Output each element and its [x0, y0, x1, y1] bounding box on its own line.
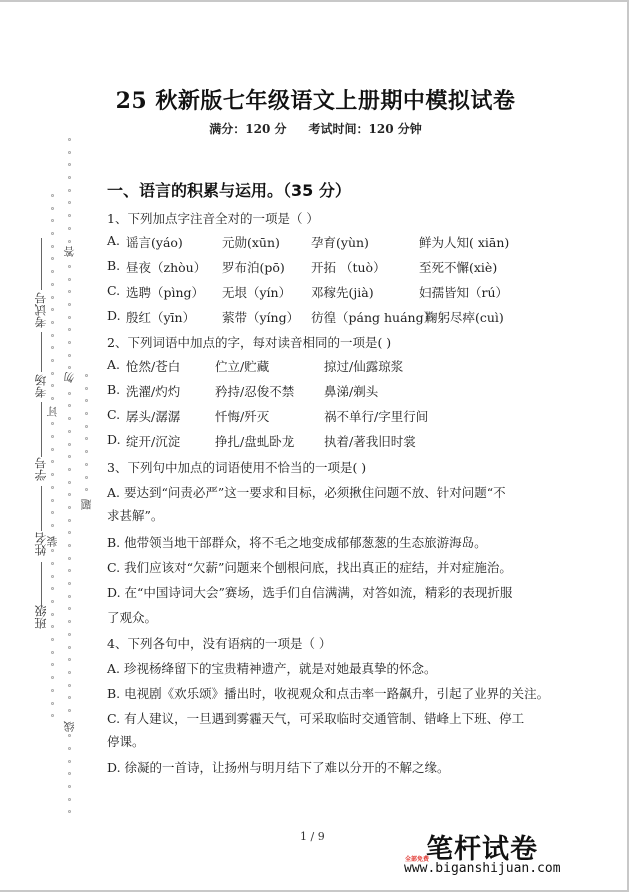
option-label: D.	[107, 308, 121, 323]
option-b: B. 电视剧《欢乐颂》播出时，收视观众和点击率一路飙升，引起了业界的关注。	[107, 686, 550, 701]
warn-marker-xian: 线	[63, 721, 76, 732]
field-line	[41, 332, 42, 372]
option-item: 邓稼先(jià)	[311, 285, 374, 300]
warn-marker-ti: 题	[80, 499, 93, 510]
section-heading: 一、语言的积累与运用。（35 分）	[107, 181, 351, 200]
option-item: 彷徨（páng huáng）	[311, 310, 437, 325]
field-line	[41, 486, 42, 531]
option-label: B.	[107, 382, 121, 397]
full-score: 满分：120 分	[209, 122, 287, 136]
option-item: 矜持/忍俊不禁	[215, 384, 295, 399]
option-c: C. 我们应该对“欠薪”问题来个刨根问底，找出真正的症结，并对症施治。	[107, 560, 512, 575]
option-item: 谣言(yáo)	[126, 235, 183, 250]
watermark-brand: 笔杆试卷	[426, 834, 538, 865]
question-3-stem: 3、下列句中加点的词语使用不恰当的一项是( )	[107, 460, 367, 475]
option-item: 鞠躬尽瘁(cuì)	[425, 310, 504, 325]
field-exam-number: 考试号	[34, 292, 48, 328]
option-item: 殷红（yīn）	[126, 310, 196, 325]
field-exam-room: 考场	[34, 374, 48, 398]
field-student-id: 学号	[34, 457, 48, 481]
option-c-cont: 停课。	[107, 734, 145, 749]
option-d: D. 徐凝的一首诗，让扬州与明月结下了难以分开的不解之缘。	[107, 760, 450, 775]
field-line	[41, 562, 42, 607]
inner-dotted-line	[51, 194, 55, 727]
option-a-cont: 求甚解”。	[107, 508, 164, 523]
field-line	[41, 238, 42, 290]
option-item: 无垠（yín）	[222, 285, 292, 300]
warn-marker-wu: 勿	[63, 372, 76, 383]
question-2-stem: 2、下列词语中加点的字，每对读音相同的一项是( )	[107, 335, 392, 350]
bind-marker-zhuang: 装	[46, 536, 59, 547]
question-4-stem: 4、下列各句中，没有语病的一项是（ ）	[107, 636, 332, 651]
option-item: 怆然/苍白	[126, 359, 181, 374]
option-label: D.	[107, 432, 121, 447]
option-item: 孱头/潺潺	[126, 409, 181, 424]
option-label: C.	[107, 407, 121, 422]
option-item: 挣扎/盘虬卧龙	[215, 434, 295, 449]
exam-info	[0, 120, 631, 137]
option-a: A. 珍视杨绛留下的宝贵精神遗产，就是对她最真挚的怀念。	[107, 661, 437, 676]
option-b: B. 他带领当地干部群众，将不毛之地变成郁郁葱葱的生态旅游海岛。	[107, 535, 487, 550]
option-item: 鲜为人知( xiān)	[419, 235, 510, 250]
option-d-cont: 了观众。	[107, 610, 158, 625]
watermark-badge: 全部免费	[405, 856, 430, 863]
option-item: 祸不单行/字里行间	[324, 409, 429, 424]
field-line	[41, 402, 42, 457]
exam-title: 25 秋新版七年级语文上册期中模拟试卷	[115, 88, 516, 114]
bind-marker-ding: 订	[46, 406, 59, 417]
option-label: A.	[107, 233, 121, 248]
option-label: A.	[107, 357, 121, 372]
exam-time: 考试时间：120 分钟	[308, 122, 422, 136]
field-name: 姓名	[34, 532, 48, 556]
option-item: 掠过/仙露琼浆	[324, 359, 404, 374]
option-d: D. 在“中国诗词大会”赛场，选手们自信满满，对答如流，精彩的表现折服	[107, 585, 513, 600]
option-item: 忏悔/歼灭	[215, 409, 270, 424]
option-c: C. 有人建议，一旦遇到雾霾天气，可采取临时交通管制、错峰上下班、停工	[107, 711, 525, 726]
option-item: 昼夜（zhòu）	[126, 260, 207, 275]
warn-marker-da: 答	[63, 246, 76, 257]
question-1-stem: 1、下列加点字注音全对的一项是（ ）	[107, 211, 319, 226]
field-class: 班级	[34, 605, 48, 629]
option-item: 罗布泊(pō)	[222, 260, 285, 275]
option-item: 妇孺皆知（rú）	[419, 285, 509, 300]
option-a: A. 要达到“问责必严”这一要求和目标，必须揪住问题不放、针对问题“不	[107, 485, 506, 500]
option-item: 开拓 （tuò）	[311, 260, 386, 275]
option-item: 伫立/贮藏	[215, 359, 270, 374]
page-number: 1 / 9	[300, 830, 325, 843]
option-item: 选聘（pìng）	[126, 285, 205, 300]
option-item: 洗濯/灼灼	[126, 384, 181, 399]
option-item: 萦带（yíng）	[222, 310, 300, 325]
short-dotted-line	[85, 374, 89, 514]
option-item: 至死不懈(xiè)	[419, 260, 498, 275]
option-label: C.	[107, 283, 121, 298]
watermark-url[interactable]: www.biganshijuan.com	[404, 861, 561, 876]
option-item: 绽开/沉淀	[126, 434, 181, 449]
option-item: 执着/著我旧时裳	[324, 434, 416, 449]
option-label: B.	[107, 258, 121, 273]
option-item: 鼻涕/剃头	[324, 384, 379, 399]
option-item: 孕育(yùn)	[311, 235, 369, 250]
option-item: 元勋(xūn)	[222, 235, 280, 250]
